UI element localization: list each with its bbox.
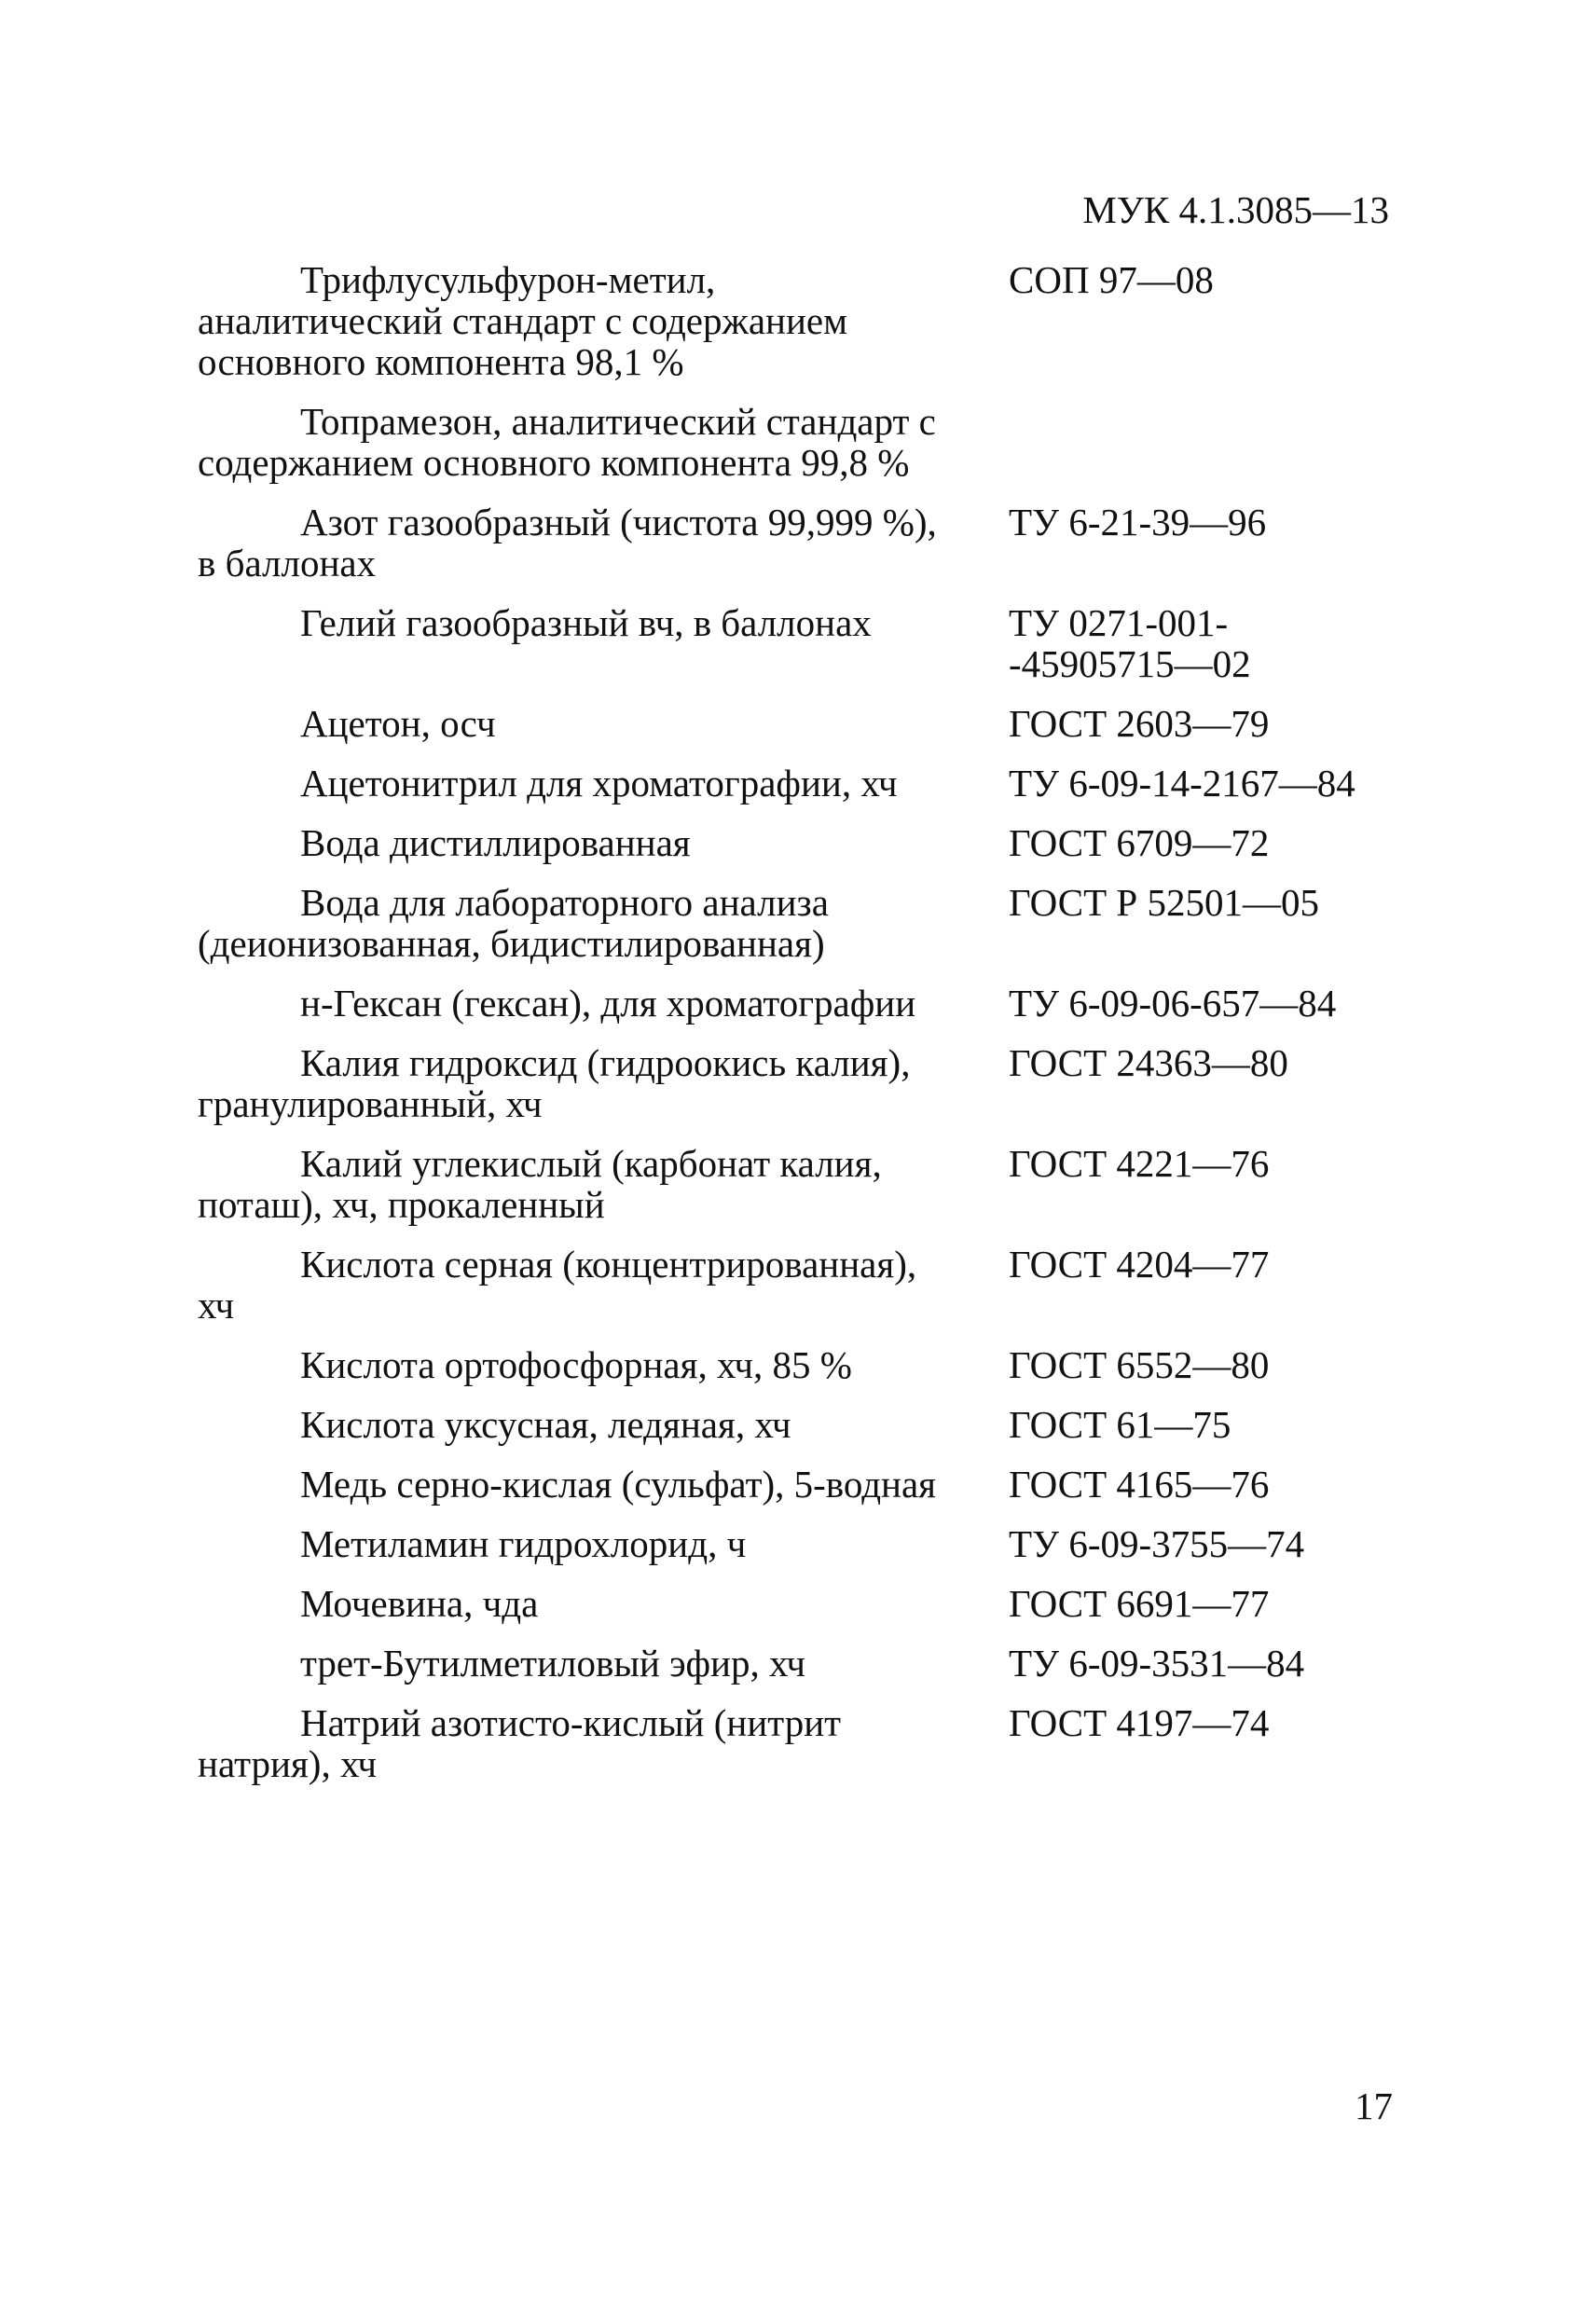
list-item <box>198 1523 1410 1564</box>
reagent-name: Медь серно-кислая (сульфат), 5-водная <box>300 1463 937 1506</box>
reagent-name: Вода для лабораторного анализа (деионизованная, бидистилированная) <box>198 881 829 965</box>
reagent-standard: ТУ 6-09-14-2167—84 <box>1009 762 1355 805</box>
reagent-name: Азот газообразный (чистота 99,999 %), в баллонах <box>198 501 937 585</box>
reagent-name: Вода дистиллированная <box>300 821 691 864</box>
list-item <box>198 1643 1410 1684</box>
reagent-name: Кислота уксусная, ледяная, хч <box>300 1403 791 1446</box>
reagent-name: н-Гексан (гексан), для хроматографии <box>300 982 916 1025</box>
reagent-name: Ацетонитрил для хроматографии, хч <box>300 762 898 805</box>
list-item <box>198 602 1410 684</box>
list-item <box>198 1583 1410 1624</box>
list-item <box>198 1143 1410 1225</box>
list-item <box>198 703 1410 744</box>
list-item <box>198 1244 1410 1326</box>
reagent-standard: ГОСТ 4204—77 <box>1009 1243 1270 1286</box>
list-item <box>198 822 1410 863</box>
reagent-standard: ТУ 6-09-3531—84 <box>1009 1642 1305 1685</box>
list-item <box>198 502 1410 584</box>
list-item <box>198 1042 1410 1124</box>
reagent-standard: ТУ 6-09-3755—74 <box>1009 1522 1305 1565</box>
reagent-name: Гелий газообразный вч, в баллонах <box>300 601 872 644</box>
reagent-standard: СОП 97—08 <box>1009 258 1214 301</box>
reagent-standard-line-1: ТУ 0271-001- <box>1009 601 1229 644</box>
reagent-name: Трифлусульфурон-метил, аналитический стандарт с содержанием основного компонента 98,1 % <box>198 258 848 383</box>
reagent-standard: ТУ 6-21-39—96 <box>1009 501 1267 543</box>
reagent-standard-line-2: -45905715—02 <box>1009 642 1251 685</box>
list-item <box>198 882 1410 964</box>
list-item <box>198 401 1410 483</box>
list-item <box>198 983 1410 1024</box>
reagent-standard: ГОСТ 4165—76 <box>1009 1463 1270 1506</box>
list-item <box>198 259 1410 382</box>
reagent-name: Метиламин гидрохлорид, ч <box>300 1522 747 1565</box>
reagent-name: Калия гидроксид (гидроокись калия), гранулированный, хч <box>198 1041 911 1125</box>
page-number: 17 <box>1355 2084 1393 2127</box>
reagent-name: Калий углекислый (карбонат калия, поташ), хч, прокаленный <box>198 1142 882 1226</box>
list-item <box>198 1404 1410 1445</box>
reagent-standard: ГОСТ 4221—76 <box>1009 1142 1270 1185</box>
reagent-standard <box>1009 602 1251 684</box>
list-item <box>198 1344 1410 1385</box>
document-code: МУК 4.1.3085—13 <box>1082 188 1389 231</box>
reagent-standard: ГОСТ 6691—77 <box>1009 1582 1270 1625</box>
reagent-name: Натрий азотисто-кислый (нитрит натрия), хч <box>198 1701 842 1785</box>
reagent-standard: ГОСТ 6552—80 <box>1009 1343 1270 1386</box>
reagent-standard: ГОСТ 4197—74 <box>1009 1701 1270 1744</box>
reagent-standard: ГОСТ 2603—79 <box>1009 702 1270 745</box>
reagent-standard: ГОСТ 6709—72 <box>1009 821 1270 864</box>
reagent-standard: ГОСТ 61—75 <box>1009 1403 1231 1446</box>
reagent-name: трет-Бутилметиловый эфир, хч <box>300 1642 806 1685</box>
list-item <box>198 1464 1410 1505</box>
reagent-name: Ацетон, осч <box>300 702 496 745</box>
reagent-standard: ГОСТ 24363—80 <box>1009 1041 1288 1084</box>
reagent-standard: ГОСТ Р 52501—05 <box>1009 881 1319 924</box>
list-item <box>198 1702 1410 1784</box>
reagent-name: Кислота ортофосфорная, хч, 85 % <box>300 1343 852 1386</box>
reagent-list <box>198 259 1410 1803</box>
reagent-standard: ТУ 6-09-06-657—84 <box>1009 982 1337 1025</box>
reagent-name: Мочевина, чда <box>300 1582 539 1625</box>
list-item <box>198 763 1410 804</box>
reagent-name: Топрамезон, аналитический стандарт с содержанием основного компонента 99,8 % <box>198 400 936 484</box>
reagent-name: Кислота серная (концентрированная), хч <box>198 1243 917 1327</box>
